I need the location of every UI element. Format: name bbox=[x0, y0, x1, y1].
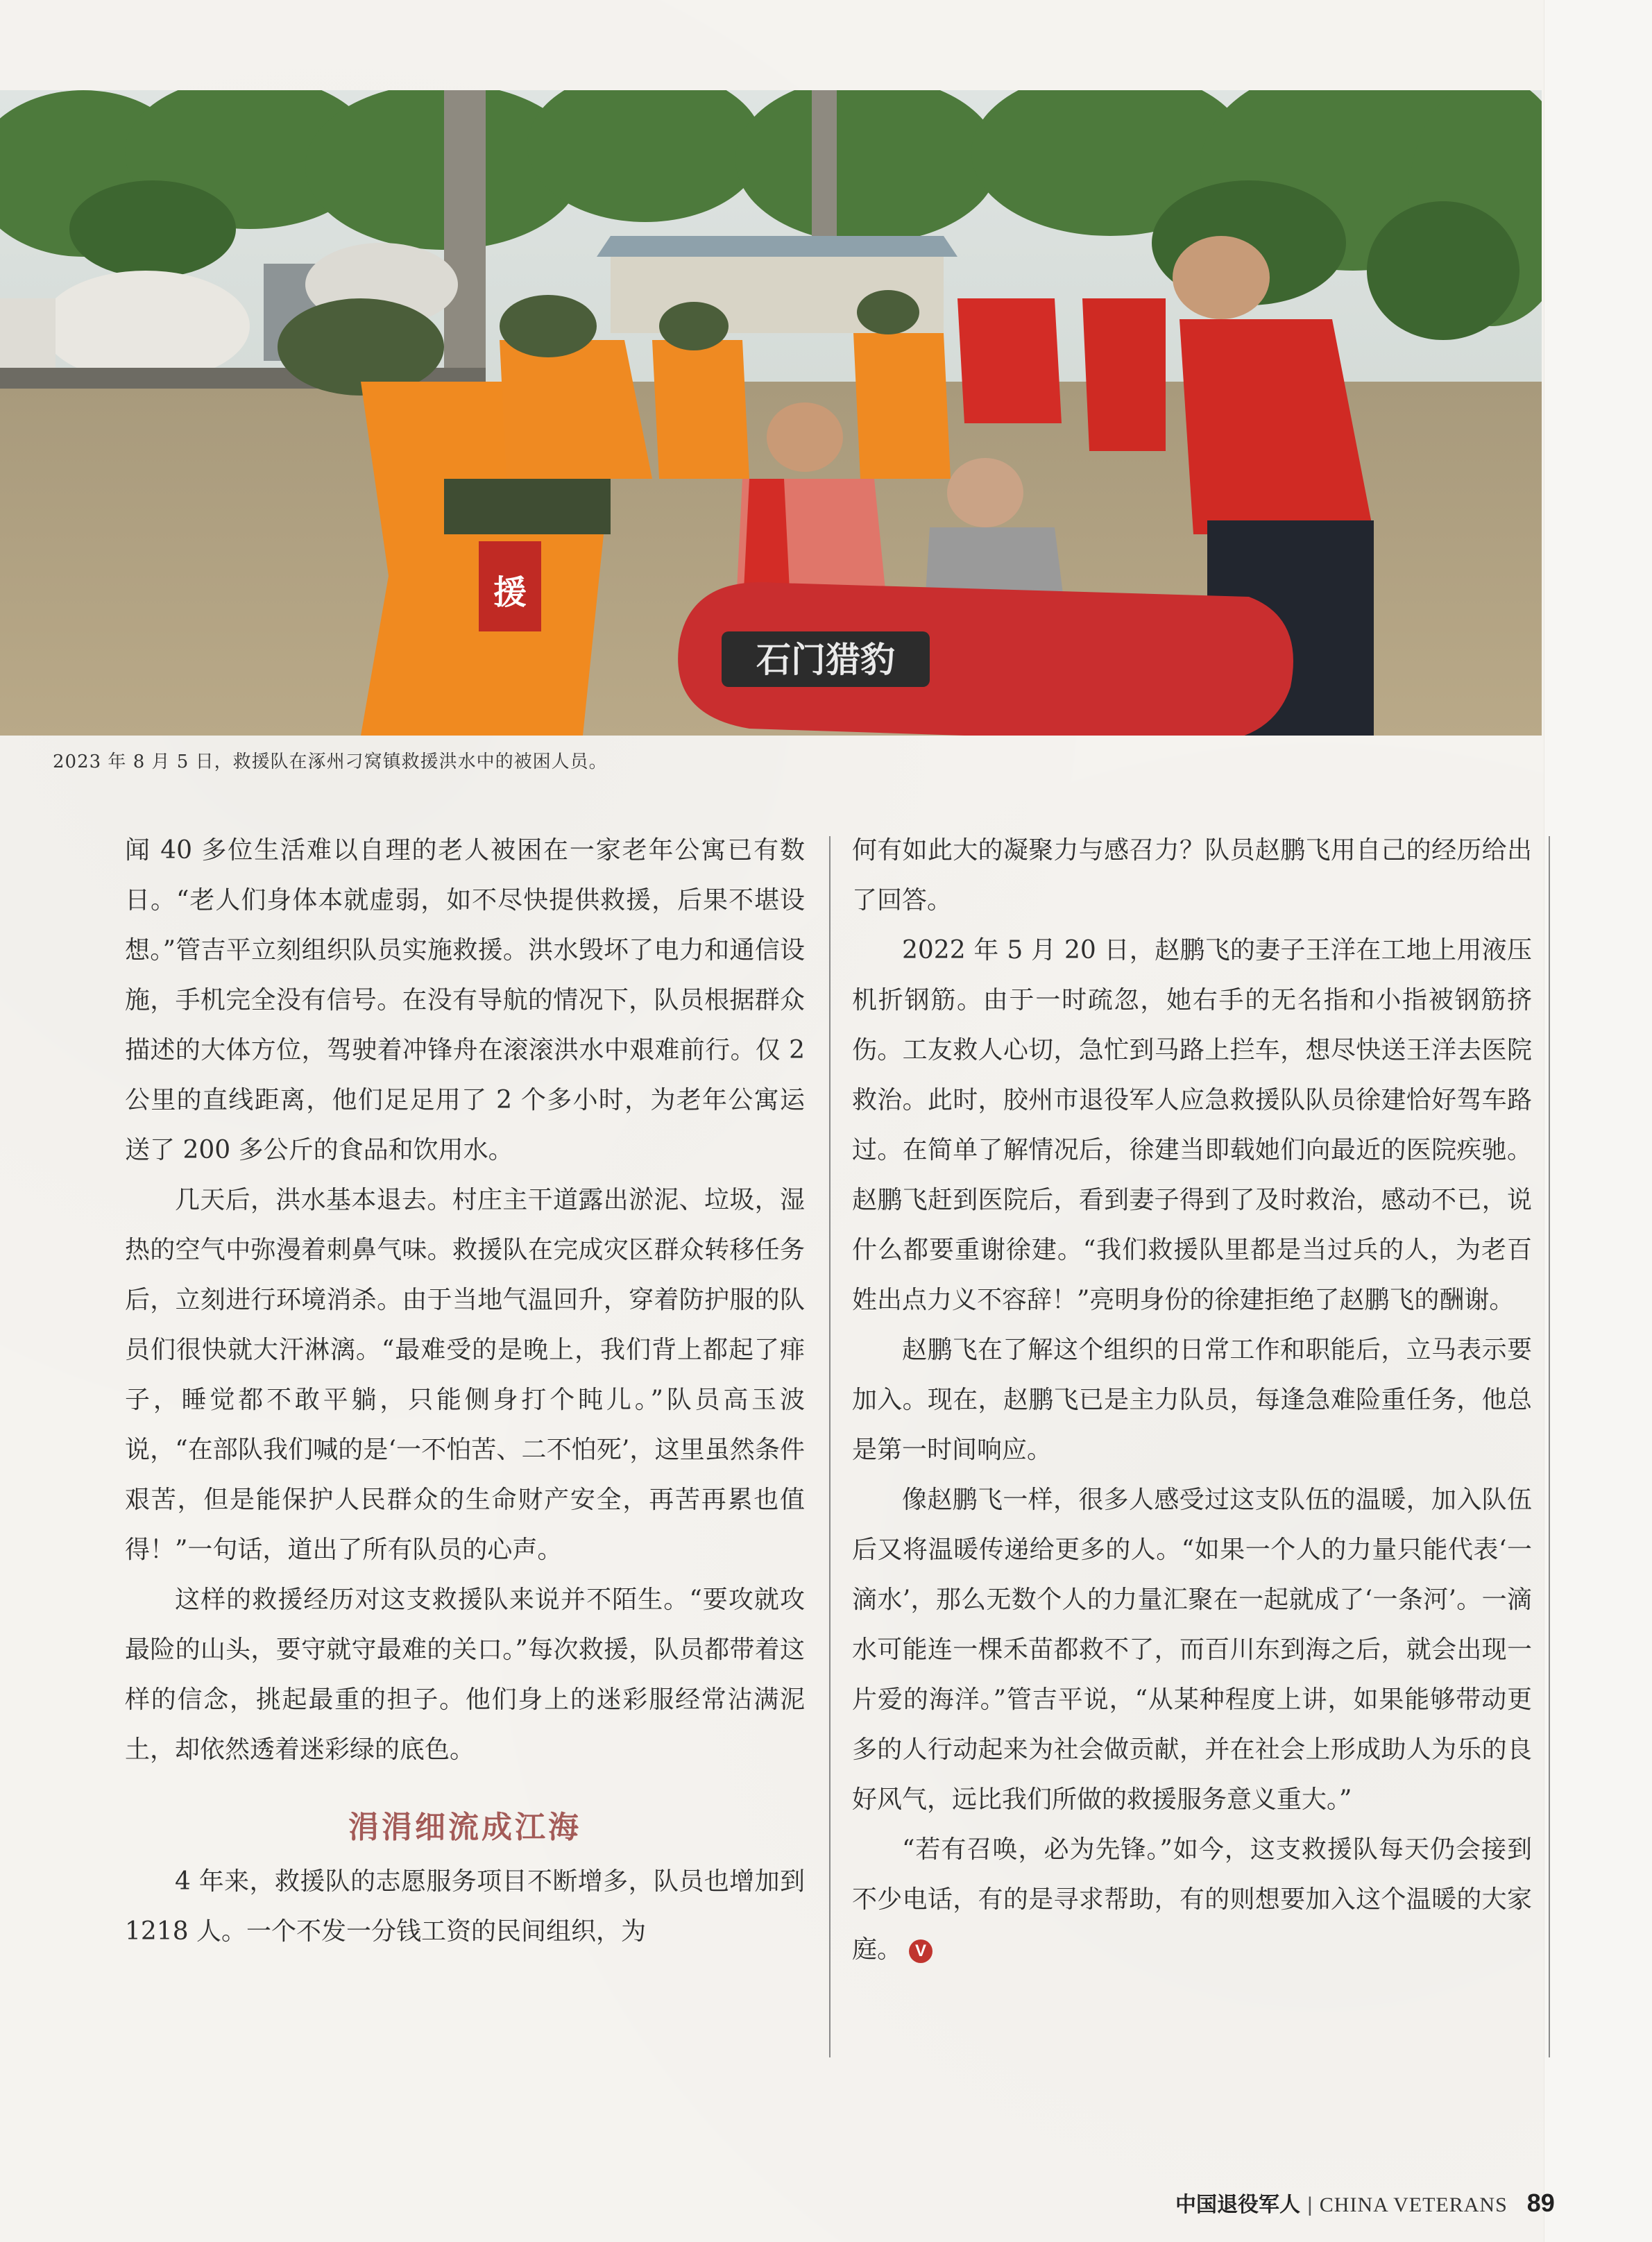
left-paragraph-3: 这样的救援经历对这支救援队来说并不陌生。“要攻就攻最险的山头，要守就守最难的关口。”每次救援，队员都带着这样的信念，挑起最重的担子。他们身上的迷彩服经常沾满泥土，却依然透着迷彩绿的底色。 bbox=[125, 1586, 805, 1764]
right-column bbox=[852, 826, 1532, 1975]
magazine-name-en: CHINA VETERANS bbox=[1319, 2193, 1508, 2216]
boat-label: 石门猎豹 bbox=[756, 640, 895, 680]
column-divider bbox=[829, 836, 831, 2057]
end-mark-icon: V bbox=[909, 1939, 933, 1963]
armband-text: 援 bbox=[493, 573, 527, 612]
right-paragraph-1: 何有如此大的凝聚力与感召力？队员赵鹏飞用自己的经历给出了回答。 bbox=[852, 836, 1532, 915]
right-paragraph-4: 像赵鹏飞一样，很多人感受过这支队伍的温暖，加入队伍后又将温暖传递给更多的人。“如果一个人的力量只能代表‘一滴水’，那么无数个人的力量汇聚在一起就成了‘一条河’。一滴水可能连一棵禾苗都救不了，而百川东到海之后，就会出现一片爱的海洋。”管吉平说，“从某种程度上讲，如果能够带动更多的人行动起来为社会做贡献，并在社会上形成助人为乐的良好风气，远比我们所做的救援服务意义重大。” bbox=[852, 1486, 1532, 1814]
page-footer bbox=[1175, 2187, 1555, 2218]
magazine-name-cn: 中国退役军人 bbox=[1175, 2193, 1300, 2216]
section-heading: 涓涓细流成江海 bbox=[348, 1810, 581, 1845]
left-paragraph-2: 几天后，洪水基本退去。村庄主干道露出淤泥、垃圾，湿热的空气中弥漫着刺鼻气味。救援队在完成灾区群众转移任务后，立刻进行环境消杀。由于当地气温回升，穿着防护服的队员们很快就大汗淋漓。“最难受的是晚上，我们背上都起了痱子，睡觉都不敢平躺，只能侧身打个盹儿。”队员高玉波说，“在部队我们喊的是‘一不怕苦、二不怕死’，这里虽然条件艰苦，但是能保护人民群众的生命财产安全，再苦再累也值得！”一句话，道出了所有队员的心声。 bbox=[125, 1186, 805, 1564]
page-edge bbox=[1544, 0, 1652, 2242]
right-rule bbox=[1549, 836, 1550, 2057]
page-number: 89 bbox=[1526, 2189, 1555, 2217]
right-paragraph-5-text: “若有召唤，必为先锋。”如今，这支救援队每天仍会接到不少电话，有的是寻求帮助，有的则想要加入这个温暖的大家庭。 bbox=[852, 1835, 1532, 1964]
left-column bbox=[125, 826, 805, 1957]
right-paragraph-3: 赵鹏飞在了解这个组织的日常工作和职能后，立马表示要加入。现在，赵鹏飞已是主力队员，每逢急难险重任务，他总是第一时间响应。 bbox=[852, 1336, 1532, 1464]
photo-caption: 2023 年 8 月 5 日，救援队在涿州刁窝镇救援洪水中的被困人员。 bbox=[53, 751, 608, 772]
left-paragraph-1: 闻 40 多位生活难以自理的老人被困在一家老年公寓已有数日。“老人们身体本就虚弱，如不尽快提供救援，后果不堪设想。”管吉平立刻组织队员实施救援。洪水毁坏了电力和通信设施，手机完全没有信号。在没有导航的情况下，队员根据群众描述的大体方位，驾驶着冲锋舟在滚滚洪水中艰难前行。仅 2 公里的直线距离，他们足足用了 2 个多小时，为老年公寓运送了 200 多公斤的食品和饮用水。 bbox=[125, 836, 805, 1164]
left-paragraph-4: 4 年来，救援队的志愿服务项目不断增多，队员也增加到 1218 人。一个不发一分钱工资的民间组织，为 bbox=[125, 1867, 805, 1946]
right-paragraph-5 bbox=[852, 1825, 1532, 1975]
footer-separator: | bbox=[1307, 2193, 1313, 2216]
right-paragraph-2: 2022 年 5 月 20 日，赵鹏飞的妻子王洋在工地上用液压机折钢筋。由于一时疏忽，她右手的无名指和小指被钢筋挤伤。工友救人心切，急忙到马路上拦车，想尽快送王洋去医院救治。此时，胶州市退役军人应急救援队队员徐建恰好驾车路过。在简单了解情况后，徐建当即载她们向最近的医院疾驰。赵鹏飞赶到医院后，看到妻子得到了及时救治，感动不已，说什么都要重谢徐建。“我们救援队里都是当过兵的人，为老百姓出点力义不容辞！”亮明身份的徐建拒绝了赵鹏飞的酬谢。 bbox=[852, 936, 1532, 1314]
rescue-photo bbox=[0, 90, 1542, 736]
